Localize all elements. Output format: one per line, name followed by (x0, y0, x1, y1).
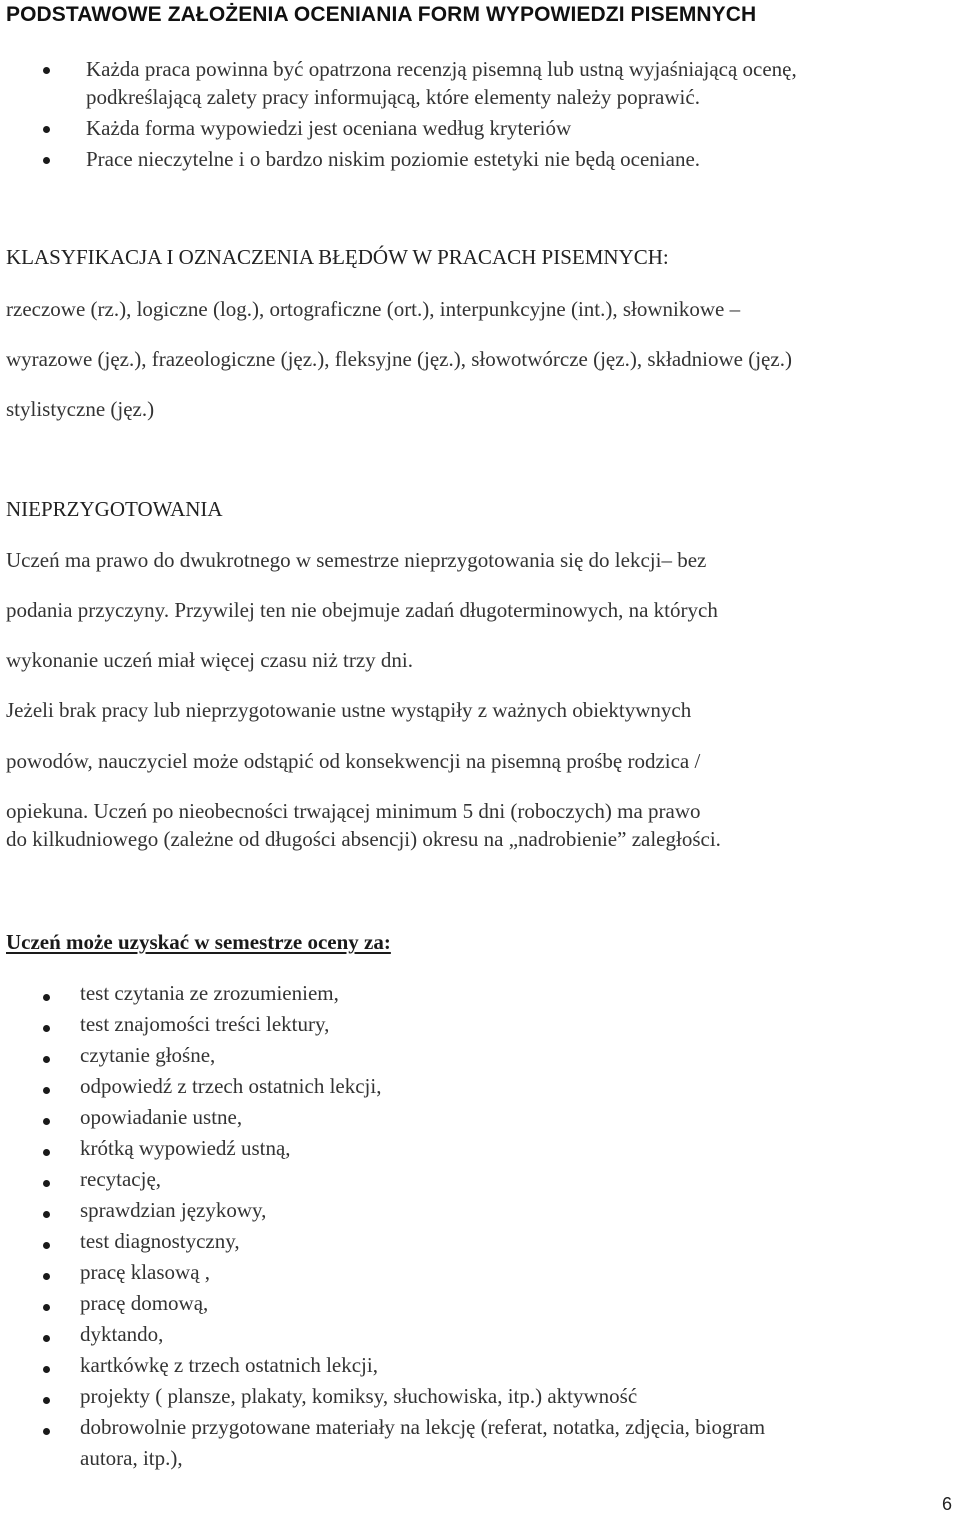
section-title-unpreparedness: NIEPRZYGOTOWANIA (6, 497, 223, 521)
paragraph-line: do kilkudniowego (zależne od długości absencji) okresu na „nadrobienie” zaległości. (6, 827, 721, 851)
bullet-icon (43, 1242, 50, 1249)
bullet-icon (43, 67, 50, 74)
grade-list-item-continuation: autora, itp.), (80, 1446, 183, 1470)
page-number: 6 (941, 1494, 952, 1514)
grade-list-item: sprawdzian językowy, (80, 1198, 267, 1222)
paragraph-line: podania przyczyny. Przywilej ten nie obejmuje zadań długoterminowych, na których (6, 598, 718, 622)
grade-list-item: kartkówkę z trzech ostatnich lekcji, (80, 1353, 378, 1377)
bullet-icon (43, 1366, 50, 1373)
paragraph-line: opiekuna. Uczeń po nieobecności trwającej minimum 5 dni (roboczych) ma prawo (6, 799, 701, 823)
grade-list-item: pracę domową, (80, 1291, 209, 1315)
bullet-icon (43, 1304, 50, 1311)
bullet-icon (43, 1149, 50, 1156)
grade-list-item: projekty ( plansze, plakaty, komiksy, słuchowiska, itp.) aktywność (80, 1384, 638, 1408)
bullet-icon (43, 1335, 50, 1342)
paragraph-line: wykonanie uczeń miał więcej czasu niż trzy dni. (6, 648, 413, 672)
section-title-assessment-basics: PODSTAWOWE ZAŁOŻENIA OCENIANIA FORM WYPOWIEDZI PISEMNYCH (6, 3, 757, 26)
grade-list-item: opowiadanie ustne, (80, 1105, 243, 1129)
bullet-icon (43, 994, 50, 1001)
grade-list-item: czytanie głośne, (80, 1043, 216, 1067)
paragraph-line: Uczeń ma prawo do dwukrotnego w semestrze nieprzygotowania się do lekcji– bez (6, 548, 707, 572)
grade-list-item: odpowiedź z trzech ostatnich lekcji, (80, 1074, 382, 1098)
paragraph-line: wyrazowe (jęz.), frazeologiczne (jęz.), fleksyjne (jęz.), słowotwórcze (jęz.), składniowe (jęz.) (6, 347, 792, 371)
bullet-text-continuation: podkreślającą zalety pracy informującą, które elementy należy poprawić. (86, 85, 700, 109)
paragraph-line: rzeczowe (rz.), logiczne (log.), ortograficzne (ort.), interpunkcyjne (int.), słownikowe – (6, 297, 741, 321)
bullet-text: Prace nieczytelne i o bardzo niskim poziomie estetyki nie będą oceniane. (86, 147, 701, 171)
grade-list-item: test czytania ze zrozumieniem, (80, 981, 339, 1005)
paragraph-line: powodów, nauczyciel może odstąpić od konsekwencji na pisemną prośbę rodzica / (6, 749, 701, 773)
bullet-icon (43, 1428, 50, 1435)
paragraph-line: stylistyczne (jęz.) (6, 397, 155, 421)
section-title-grades-for: Uczeń może uzyskać w semestrze oceny za: (6, 930, 391, 954)
bullet-icon (43, 1056, 50, 1063)
bullet-icon (43, 126, 50, 133)
bullet-icon (43, 1087, 50, 1094)
paragraph-line: Jeżeli brak pracy lub nieprzygotowanie ustne wystąpiły z ważnych obiektywnych (6, 698, 692, 722)
bullet-text: Każda forma wypowiedzi jest oceniana według kryteriów (86, 116, 572, 140)
grade-list-item: test znajomości treści lektury, (80, 1012, 330, 1036)
grade-list-item: test diagnostyczny, (80, 1229, 240, 1253)
section-title-error-classification: KLASYFIKACJA I OZNACZENIA BŁĘDÓW W PRACACH PISEMNYCH: (6, 245, 669, 269)
bullet-icon (43, 1180, 50, 1187)
bullet-icon (43, 1273, 50, 1280)
bullet-icon (43, 1397, 50, 1404)
bullet-icon (43, 1118, 50, 1125)
bullet-text: Każda praca powinna być opatrzona recenzją pisemną lub ustną wyjaśniającą ocenę, (86, 57, 797, 81)
grade-list-item: pracę klasową , (80, 1260, 211, 1284)
grade-list-item: recytację, (80, 1167, 162, 1191)
bullet-icon (43, 1211, 50, 1218)
grade-list-item: dobrowolnie przygotowane materiały na lekcję (referat, notatka, zdjęcia, biogram (80, 1415, 766, 1439)
bullet-icon (43, 157, 50, 164)
grade-list-item: dyktando, (80, 1322, 164, 1346)
grade-list-item: krótką wypowiedź ustną, (80, 1136, 291, 1160)
bullet-icon (43, 1025, 50, 1032)
